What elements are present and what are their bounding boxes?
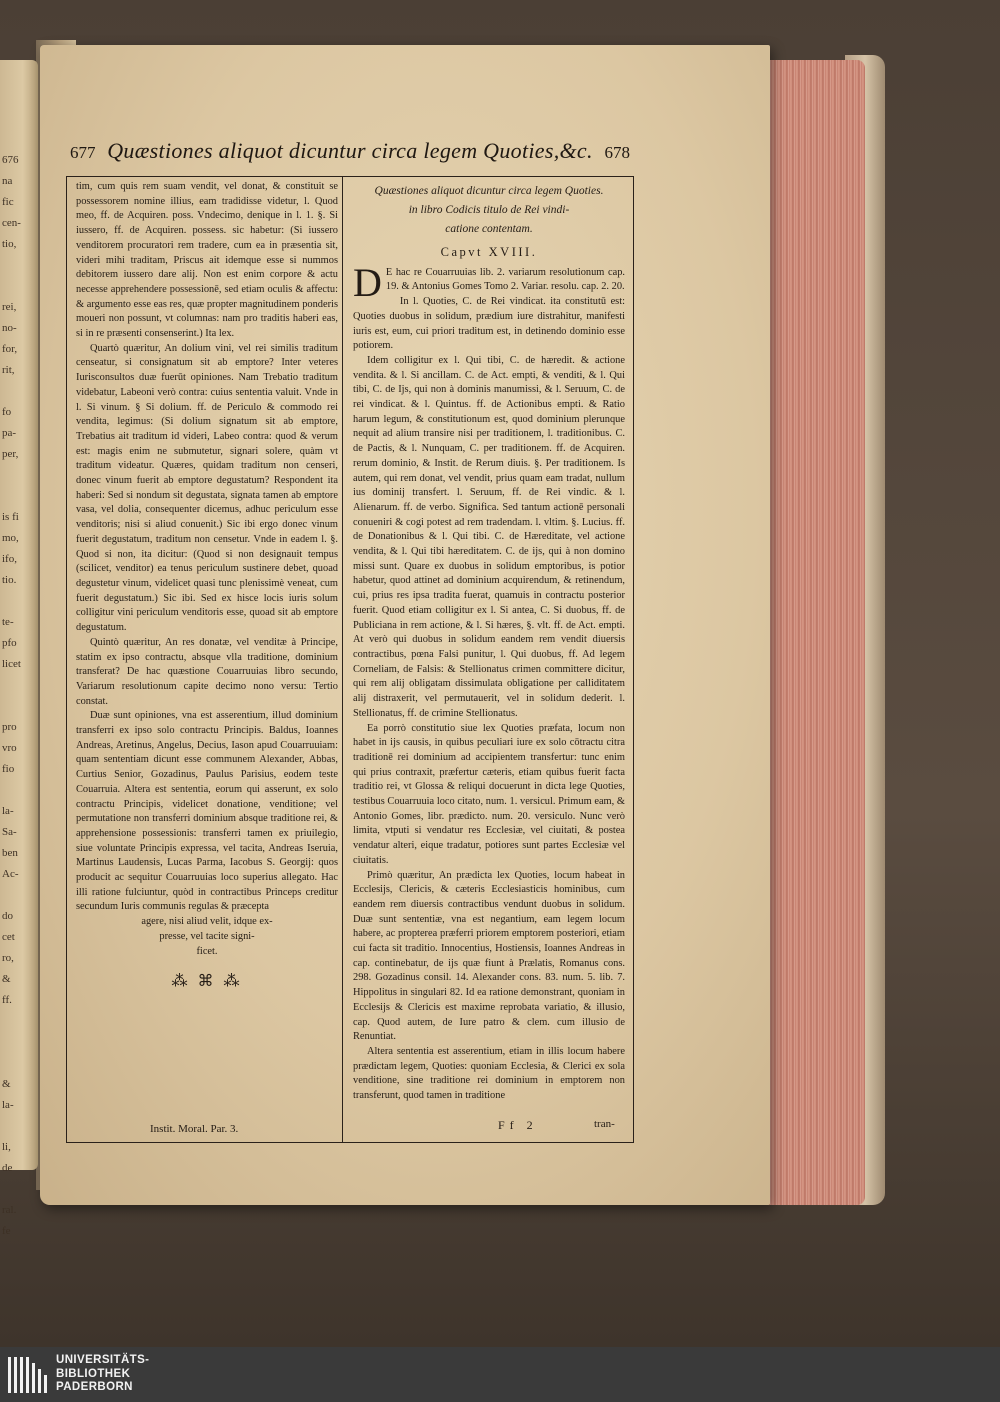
paragraph: Primò quæritur, An prædicta lex Quoties, locum habeat in Ecclesijs, Clericis, & cæteris Ecclesiasticis hominibus, cum eandem rem diuersis contractibus vendunt duobus in solidum. Duæ sunt sententiæ, vna est negantium, eam legem locum habere, ac propterea præferri priorem emptorem posteriori, etiam cui facta sit traditio. Innocentius, Hostiensis, Ioannes Andreas in cap. continebatur, de ijs quæ fiunt à Prælatis, Romanus cons. 298. Gozadinus consil. 14. Alexander cons. 83. num. 5. lib. 7. Hippolitus in singulari 82. Id ea ratione demonstrant, quoniam in Ecclesijs & Clericis est maxime reprobata variatio, & illusio, cap. Quod autem, de Iure patro & clem. cum illusio de Renuntiat. bbox=[353, 869, 625, 1043]
ornament: ⁂ ⌘ ⁂ bbox=[171, 973, 243, 991]
paragraph: Duæ sunt opiniones, vna est asserentium, illud dominium transferri ex ipso solo contractu Principis. Baldus, Ioannes Andreas, Aretinus, Angelus, Decius, Iason apud Couarruuiam: quam sententiam dicunt esse communem Alexander, Abbas, Curtius Senior, Gozadinus, Paulus Parisius, eodem teste Couarruia. Altera est sententia, eorum qui asserunt, ex solo contractu Principis, videlicet donatione, venditione; vel permutatione non transferri dominium absque traditione rei, & apprehensione possessionis: transferri tamen ex priuilegio, siue voluntate Principis expressa, vel tacita, Andreas Iseruia, Martinus Laudensis, Lucas Parma, Iacobus S. Georgij: quos producit ac sequitur Couarruuias loco superius allegato. Hac illi ratione fulciuntur, quòd in contractibus Princeps creditur secundum Iuris communis regulas & præcepta bbox=[76, 710, 338, 913]
library-name-line: UNIVERSITÄTS- bbox=[56, 1354, 150, 1366]
tail-line: ficet. bbox=[196, 945, 218, 957]
right-page-number: 678 bbox=[604, 143, 630, 162]
paragraph: In l. Quoties, C. de Rei vindicat. ita constitutū est: Quoties duobus in solidum, prædium iure distrahitur, manifesti iuris est, eum, cui priori traditum est, in detinendo dominio esse potiorem. bbox=[353, 296, 625, 352]
chapter-title-line: Quæstiones aliquot dicuntur circa legem Quoties. bbox=[374, 185, 604, 197]
previous-page-edge bbox=[0, 60, 38, 1237]
footer-title: Instit. Moral. Par. 3. bbox=[150, 1123, 239, 1135]
tail-line: presse, vel tacite signi- bbox=[159, 930, 255, 942]
left-column bbox=[76, 180, 338, 990]
library-logo-icon bbox=[8, 1355, 50, 1395]
chapter-heading: Capvt XVIII. bbox=[440, 245, 538, 259]
signature-mark: Ff 2 bbox=[498, 1118, 538, 1132]
paragraph: E hac re Couarruuias lib. 2. variarum resolutionum cap. 19. & Antonius Gomes Tomo 2. Variar. resolu. cap. 2. 20. bbox=[385, 266, 625, 293]
paragraph: Altera sententia est asserentium, etiam in illis locum habere prædictam legem, Quoties: quoniam Ecclesia, & Clerici ex sola venditione, sine traditione rei dominium in emptorem non transferunt, quod tamen in traditione bbox=[353, 1045, 625, 1102]
right-column bbox=[353, 180, 625, 1104]
library-name bbox=[56, 1354, 149, 1395]
paragraph: Idem colligitur ex l. Qui tibi, C. de hæredit. & actione vendita. & l. Si ancillam. C. de Act. empti, & venditi, & l. Qui tibi, C. de Ijs, qui non à dominis manumissi, & l. Seruum, C. de rei vindicat. & l. Quintus. ff. de Actionibus empti. & Ratio harum legum, & constitutionum est, quod dominium plerunque nequit ad alium transire nisi per traditionem, l. traditionibus. C. de Pactis, & l. Nunquam, C. per traditionem. ff. de Acquiren. rerum dominio, & Instit. de Rerum diuis. §. Per traditionem. Is autem, qui rem donat, vel vendit, prius quam eam tradat, nullum ius dominij transfert. l. Seruum, ff. de Rei vindic. & l. Alienarum. ff. de verbo. Significa. Sed tantum actionē personali conueniri & cogi potest ad rem tradendam. l. vltim. §. Lucius. ff. de Donationibus & l. Qui tibi. C. de Hæreditate, vel actione vendita, & l. Qui tibi hæreditatem. C. de ijs, qui à non domino missi sunt. Quare ex duobus in solidum emptoribus, is potior habetur, quod attinet ad dominium acquirendum, & retinendum, cui, prius res ipsa tradita fuerat, quamuis in contractu posterior fuerit. Quod etiam colligitur ex l. Si antea, C. Si duobus, ff. de Publiciana in rem actione, & l. Si hæres, §. vlt. ff. de Act. empti. At verò qui duobus in solidum eandem rem vendit diuersis contractibus, pœna Falsi punitur, l. Qui duobus, ff. Ad legem Corneliam, de Falsis: & Stellionatus crimen committere dicitur, qui rem alij obligatam dissimulata obligatione per calliditatem alij distraxerit, vel permutauerit, vel in solidum dederit. l. Stellionatus, ff. de crimine Stellionatus. bbox=[353, 354, 625, 719]
left-page-number: 677 bbox=[70, 143, 96, 162]
paragraph: Quartò quæritur, An dolium vini, vel rei similis traditum censeatur, si consignatum sit ab emptore? Inter veteres Iurisconsultos duæ fuerūt opiniones. Nam Trebatio traditum videbatur, Labeoni verò contra: cuius sententia valuit. Vnde in l. Si vinum. § Si dolium. ff. de Periculo & commodo rei vendita, legimus: (Si dolium signatum sit ab emptore, Trebatius ait traditum id videri, Labeo contra: quod & verum est: magis enim ne submutetur, signari solere, quàm vt traditum videatur. Quæres, quidam traditum non censeri, donec vinum fuerit ab emptore degustatum? Respondent ita haberi: Sed si nondum sit degustata, signata tamen ab emptore vasa, vel dolia, consequenter dicemus, adhuc periculum esse venditoris; nisi si aliud conuenit.) Sic ibi ergo donec vinum fuerit degustatum, traditum non censetur. Vnde in eadem l. §. Quod si non, ita dicitur: (Quod si non designauit tempus (scilicet, venditor) ea tenus periculum sustinere debet, quoad degustetur vinum, videlicet quasi tunc plenissimè veneat, cum fuerit degustatum.) Sic ibi. Sed ex hisce locis iuris solum colligitur vini periculum venditoris esse, quoad sit ab emptore degustatum. bbox=[76, 342, 338, 634]
library-name-line: PADERBORN bbox=[56, 1381, 133, 1393]
library-name-line: BIBLIOTHEK bbox=[56, 1367, 131, 1380]
previous-page-fragments: 676 na fic cen- tio, rei, no- for, rit, fo pa- per, is fi mo, ifo, tio. te- pfo licet pro vro fio la- Sa- ben Ac- do cet ro, & ff. & la- li, de ral. fe bbox=[2, 154, 21, 1237]
paragraph: Quintò quæritur, An res donatæ, vel venditæ à Principe, statim ex ipso contractu, absque vlla traditione, dominium transferat? De hac quæstione Couarruuias libro secundo, Variarum resolutionum capite decimo nono versu: Tertio constat. bbox=[76, 636, 338, 707]
library-logo-bar bbox=[0, 1347, 1000, 1402]
paragraph: tim, cum quis rem suam vendit, vel donat, & constituit se possessorem nomine illius, eam tradidisse videtur, l. Quod meo, ff. de Acquiren. poss. Vndecimo, denique in l. 1. §. Si iussero, ff. de Acquiren. possess. sic habetur: (Si iussero venditorem procuratori rem tradere, cum ea in præsentia sit, videri mihi traditam, Priscus ait idemque esse si nummos debitorem iussero dare alij. Non est enim corpore & actu necesse apprehendere possessionē, sed etiam oculis & affectu: & argumento esse eas res, quæ propter magnitudinem ponderis moueri non possunt, vt columnas: nam pro traditis haberi eas, si in re præsenti consenserint.) Ita lex. bbox=[76, 181, 338, 340]
running-title: Quæstiones aliquot dicuntur circa legem Quoties,&c. bbox=[107, 138, 593, 163]
chapter-title-line: catione contentam. bbox=[445, 223, 533, 235]
drop-capital: D bbox=[353, 259, 382, 305]
paragraph: Ea porrò constitutio siue lex Quoties præfata, locum non habet in ijs causis, in quibus peculiari iure ex solo cōtractu citra traditionē rei dominium ad accipientem transfertur: tunc enim qui prius contraxit, præfertur cæteris, etiam quibus fuerit facta traditio rei, vt Glossa & reliqui docuerunt in dicta lege Quoties, testibus Couarruuia loco citato, num. 1. versicul. Primum eam, & Antonio Gomes, libr. prædicto. num. 20. versiculo. Nunc verò limita, vtputi si vendatur res Ecclesiæ, vel ciuitati, & postea vendatur alteri, eique tradatur, potiores sunt partes Ecclesiæ vel ciuitatis. bbox=[353, 722, 625, 866]
book-fore-edge bbox=[765, 60, 865, 1205]
running-head bbox=[70, 138, 630, 178]
chapter-title-line: in libro Codicis titulo de Rei vindi- bbox=[408, 204, 570, 216]
catchword: tran- bbox=[594, 1118, 615, 1130]
tail-line: agere, nisi aliud velit, idque ex- bbox=[141, 916, 273, 928]
opening-paragraph bbox=[353, 259, 625, 305]
